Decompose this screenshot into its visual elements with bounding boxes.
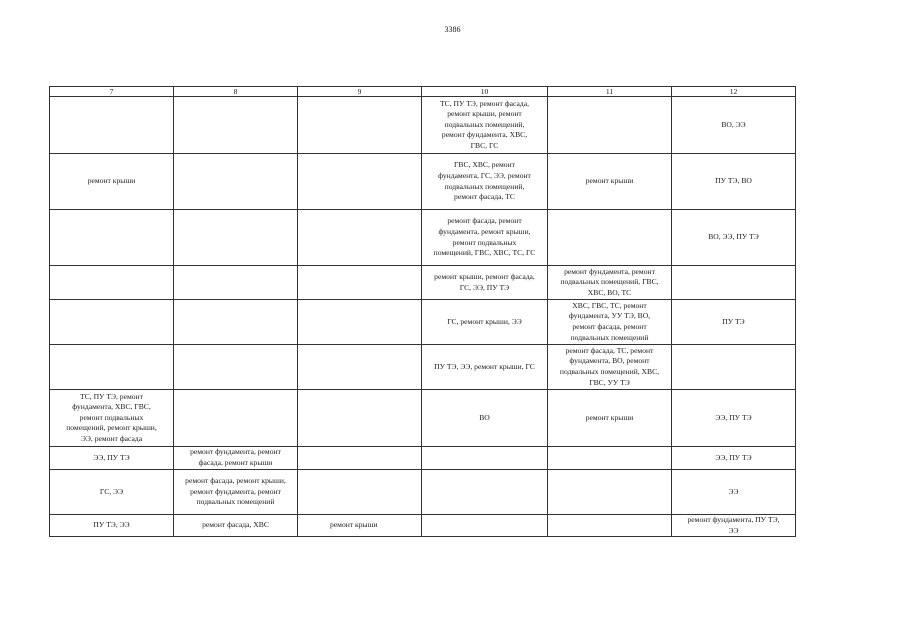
table-cell <box>548 266 672 300</box>
cell-text: ВО <box>479 412 490 422</box>
cell-text: ТС, ПУ ТЭ, ремонт фундамента, ХВС, ГВС, ремонт подвальных помещений, ремонт крыши, ЭЭ, ремонт фасада <box>66 391 157 443</box>
table-cell <box>548 97 672 154</box>
table-cell <box>50 515 174 537</box>
cell-text: ремонт крыши <box>585 176 634 186</box>
table-cell <box>672 470 796 515</box>
table-cell <box>174 515 298 537</box>
table-cell <box>174 97 298 154</box>
cell-text: ремонт крыши <box>87 176 136 186</box>
cell-text: ВО, ЭЭ <box>721 119 746 129</box>
table-cell <box>672 345 796 390</box>
cell-text: ремонт крыши <box>330 520 378 530</box>
table-cell <box>50 154 174 210</box>
table-cell <box>422 154 548 210</box>
table-cell <box>174 470 298 515</box>
table-cell <box>422 470 548 515</box>
table-cell <box>50 210 174 266</box>
table-cell <box>298 345 422 390</box>
table-cell <box>298 300 422 345</box>
table-cell <box>422 97 548 154</box>
table-cell <box>50 470 174 515</box>
table-cell <box>548 300 672 345</box>
table-cell <box>672 515 796 537</box>
cell-text: ГС, ЭЭ <box>99 486 124 496</box>
table-cell <box>298 390 422 447</box>
column-header: 10 <box>422 87 548 97</box>
table-cell <box>548 390 672 447</box>
data-table <box>49 86 796 537</box>
cell-text: ремонт фундамента, ремонт подвальных помещений, ГВС, ХВС, ВО, ТС <box>560 266 659 297</box>
table-row <box>50 300 796 345</box>
cell-text: ВО, ЭЭ, ПУ ТЭ <box>708 232 759 242</box>
cell-text: ПУ ТЭ <box>722 316 745 326</box>
table-cell <box>422 210 548 266</box>
cell-text: ЭЭ, ПУ ТЭ <box>93 452 130 462</box>
table-cell <box>422 390 548 447</box>
cell-text: ремонт крыши <box>585 412 634 422</box>
table-cell <box>298 447 422 470</box>
table-cell <box>672 97 796 154</box>
table-cell <box>672 300 796 345</box>
column-header: 8 <box>174 87 298 97</box>
table-cell <box>298 515 422 537</box>
column-header: 11 <box>548 87 672 97</box>
table-row <box>50 470 796 515</box>
table-cell <box>174 210 298 266</box>
table-cell <box>422 447 548 470</box>
cell-text: ремонт фундамента, ПУ ТЭ, ЭЭ <box>687 515 780 535</box>
cell-text: ТС, ПУ ТЭ, ремонт фасада, ремонт крыши, ремонт подвальных помещений, ремонт фундамента, ХВС, ГВС, ГС <box>439 98 529 150</box>
table-cell <box>298 470 422 515</box>
table-cell <box>50 300 174 345</box>
table-row <box>50 210 796 266</box>
table-cell <box>174 300 298 345</box>
table-cell <box>422 345 548 390</box>
table-cell <box>50 447 174 470</box>
table-cell <box>174 345 298 390</box>
table-row <box>50 97 796 154</box>
cell-text: ремонт фасада, ремонт фундамента, ремонт крыши, ремонт подвальных помещений, ГВС, ХВС, ТС, ГС <box>433 216 536 258</box>
cell-text: ремонт крыши, ремонт фасада, ГС, ЭЭ, ПУ ТЭ <box>434 271 535 292</box>
cell-text: ПУ ТЭ, ЭЭ <box>93 520 130 530</box>
page-number: 3386 <box>444 25 461 34</box>
table-cell <box>298 97 422 154</box>
column-header: 7 <box>50 87 174 97</box>
table-cell <box>298 154 422 210</box>
table-cell <box>174 390 298 447</box>
table-cell <box>672 390 796 447</box>
table-cell <box>672 447 796 470</box>
cell-text: ПУ ТЭ, ЭЭ, ремонт крыши, ГС <box>434 361 535 371</box>
table-cell <box>50 345 174 390</box>
table-cell <box>298 210 422 266</box>
table-header-row <box>50 87 796 97</box>
table-cell <box>548 210 672 266</box>
table-row <box>50 390 796 447</box>
cell-text: ремонт фасада, ТС, ремонт фундамента, ВО, ремонт подвальных помещений, ХВС, ГВС, УУ ТЭ <box>559 345 660 387</box>
table-row <box>50 345 796 390</box>
table-row <box>50 154 796 210</box>
table-cell <box>548 345 672 390</box>
cell-text: ремонт фасада, ХВС <box>202 520 269 530</box>
table-cell <box>50 97 174 154</box>
table-cell <box>298 266 422 300</box>
cell-text: ЭЭ <box>728 486 739 496</box>
table-cell <box>422 266 548 300</box>
cell-text: ХВС, ГВС, ТС, ремонт фундамента, УУ ТЭ, ВО, ремонт фасада, ремонт подвальных помещений <box>568 300 651 342</box>
cell-text: ГС, ремонт крыши, ЭЭ <box>447 316 522 326</box>
table-cell <box>50 390 174 447</box>
table-cell <box>50 266 174 300</box>
table-cell <box>672 154 796 210</box>
table-cell <box>174 154 298 210</box>
table-cell <box>548 515 672 537</box>
cell-text: ремонт фасада, ремонт крыши, ремонт фундамента, ремонт подвальных помещений <box>185 476 286 507</box>
cell-text: ГВС, ХВС, ремонт фундамента, ГС, ЭЭ, ремонт подвальных помещений, ремонт фасада, ТС <box>438 160 531 202</box>
table-row <box>50 515 796 537</box>
table-cell <box>548 447 672 470</box>
cell-text: ПУ ТЭ, ВО <box>715 176 752 186</box>
table-row <box>50 266 796 300</box>
table-cell <box>422 515 548 537</box>
table-cell <box>422 300 548 345</box>
column-header: 12 <box>672 87 796 97</box>
table-cell <box>672 210 796 266</box>
column-header: 9 <box>298 87 422 97</box>
cell-text: ремонт фундамента, ремонт фасада, ремонт крыши <box>190 447 281 467</box>
table-cell <box>548 154 672 210</box>
table-cell <box>174 266 298 300</box>
table-row <box>50 447 796 470</box>
table-cell <box>174 447 298 470</box>
cell-text: ЭЭ, ПУ ТЭ <box>715 412 752 422</box>
table-cell <box>548 470 672 515</box>
table-cell <box>672 266 796 300</box>
cell-text: ЭЭ, ПУ ТЭ <box>715 452 752 462</box>
